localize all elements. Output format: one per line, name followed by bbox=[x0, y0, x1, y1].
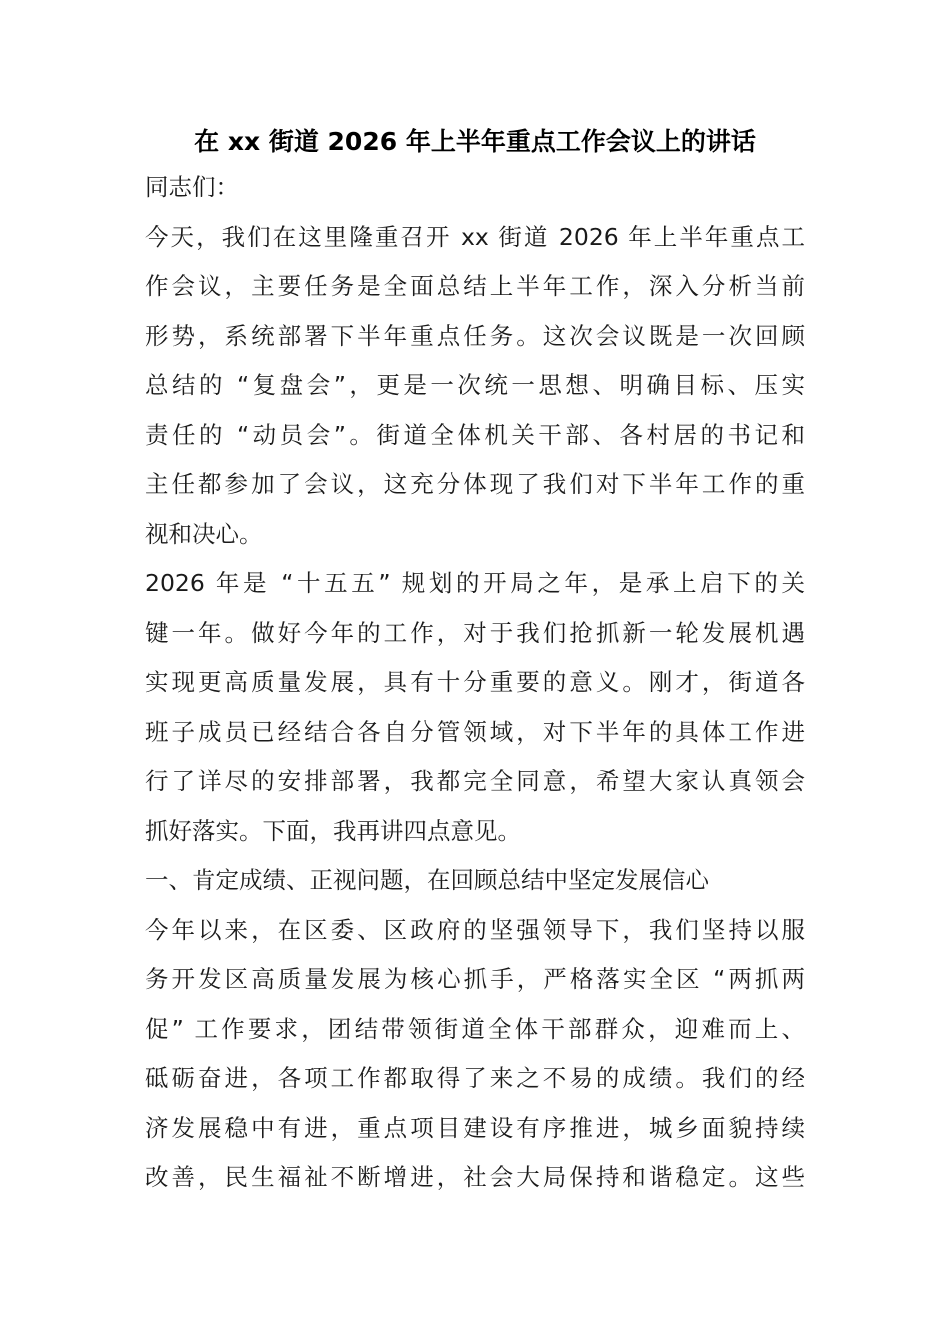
text-line: 主任都参加了会议，这充分体现了我们对下半年工作的重 bbox=[145, 470, 805, 498]
text-line: 今天，我们在这里隆重召开 xx 街道 2026 年上半年重点工 bbox=[145, 222, 805, 251]
document-body bbox=[145, 163, 805, 1203]
text-line: 总结的 “复盘会”，更是一次统一思想、明确目标、压实 bbox=[145, 371, 805, 399]
text-line: 务开发区高质量发展为核心抓手，严格落实全区 “两抓两 bbox=[145, 965, 805, 993]
text-line: 促” 工作要求，团结带领街道全体干部群众，迎难而上、 bbox=[145, 1014, 805, 1043]
text-line: 实现更高质量发展，具有十分重要的意义。刚才，街道各 bbox=[145, 668, 805, 696]
text-line: 班子成员已经结合各自分管领域，对下半年的具体工作进 bbox=[145, 717, 805, 746]
text-line: 责任的 “动员会”。街道全体机关干部、各村居的书记和 bbox=[145, 420, 805, 449]
text-line: 行了详尽的安排部署，我都完全同意，希望大家认真领会 bbox=[145, 767, 805, 795]
text-line: 抓好落实。下面，我再讲四点意见。 bbox=[145, 816, 521, 845]
text-line: 作会议，主要任务是全面总结上半年工作，深入分析当前 bbox=[145, 272, 805, 300]
text-line: 视和决心。 bbox=[145, 519, 263, 548]
text-line: 今年以来，在区委、区政府的坚强领导下，我们坚持以服 bbox=[145, 915, 805, 944]
text-line: 键一年。做好今年的工作，对于我们抢抓新一轮发展机遇 bbox=[145, 618, 805, 647]
text-line: 一、肯定成绩、正视问题，在回顾总结中坚定发展信心 bbox=[145, 866, 709, 894]
text-line: 2026 年是 “十五五” 规划的开局之年，是承上启下的关 bbox=[145, 569, 805, 597]
document-title: 在 xx 街道 2026 年上半年重点工作会议上的讲话 bbox=[194, 127, 756, 156]
text-line: 砥砺奋进，各项工作都取得了来之不易的成绩。我们的经 bbox=[145, 1064, 805, 1092]
text-line: 形势，系统部署下半年重点任务。这次会议既是一次回顾 bbox=[145, 321, 805, 350]
text-line: 改善，民生福祉不断增进，社会大局保持和谐稳定。这些 bbox=[145, 1163, 805, 1191]
text-line: 济发展稳中有进，重点项目建设有序推进，城乡面貌持续 bbox=[145, 1113, 805, 1142]
text-line: 同志们： bbox=[145, 173, 239, 201]
